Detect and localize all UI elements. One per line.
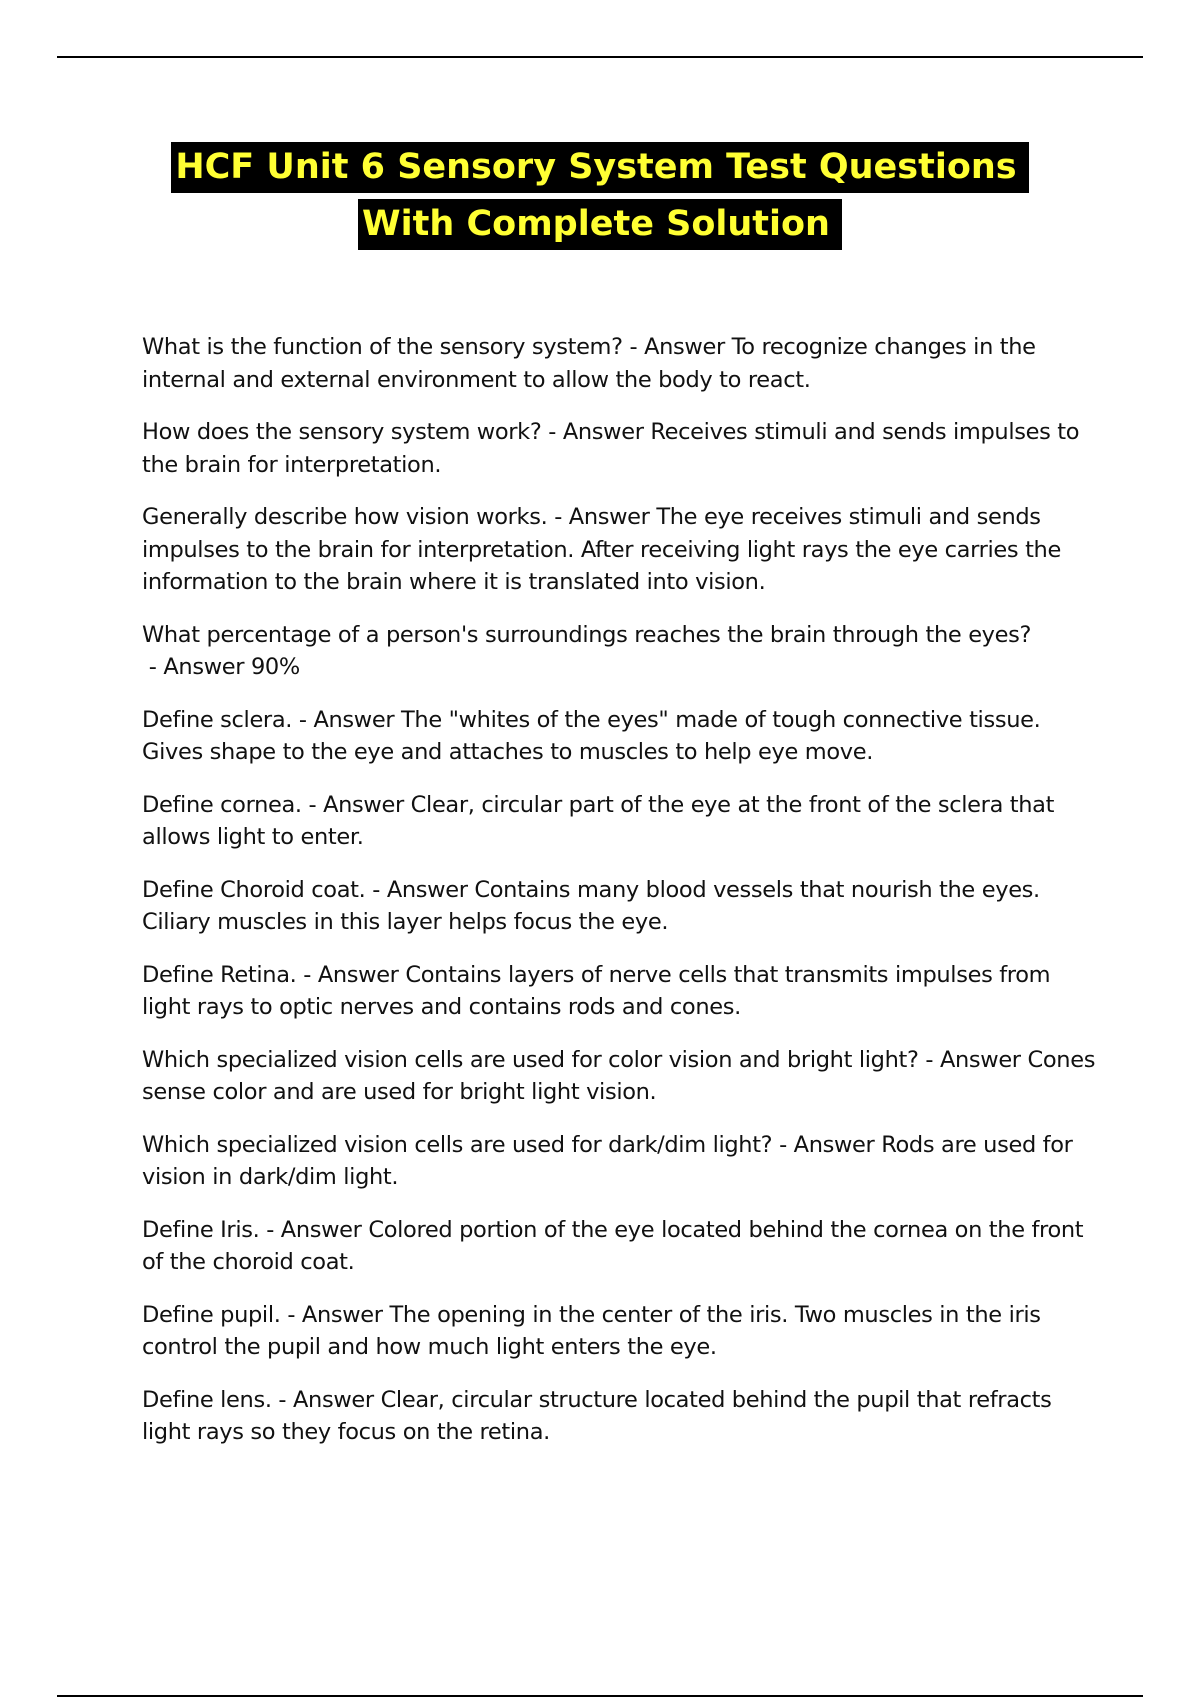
- qa-item: [142, 331, 1102, 396]
- answer-text: Answer Contains layers of nerve cells that transmits impulses from light rays to optic nerves and contains rods and cones.: [142, 961, 1051, 1020]
- qa-item: [142, 1044, 1102, 1109]
- answer-text: Answer Rods are used for vision in dark/dim light.: [142, 1131, 1073, 1190]
- qa-item: [142, 704, 1102, 769]
- question-text: Generally describe how vision works.: [142, 504, 548, 530]
- question-text: Define lens.: [142, 1386, 272, 1413]
- qa-separator: -: [918, 1046, 940, 1073]
- header-rule: [57, 56, 1143, 58]
- question-text: What percentage of a person's surroundings reaches the brain through the eyes?: [142, 621, 1032, 648]
- question-text: Define pupil.: [142, 1301, 281, 1328]
- document-title: [0, 142, 1200, 250]
- qa-item: [142, 1299, 1102, 1364]
- answer-text: Answer The eye receives stimuli and sends impulses to the brain for interpretation. After receiving light rays the eye carries the information to the brain where it is translated into vision.: [142, 504, 1061, 595]
- qa-item: [142, 789, 1102, 854]
- qa-separator: -: [259, 1216, 281, 1243]
- qa-separator: -: [365, 876, 387, 903]
- qa-separator: -: [301, 791, 324, 818]
- question-text: Which specialized vision cells are used for dark/dim light?: [142, 1131, 773, 1158]
- answer-text: Answer Colored portion of the eye located behind the cornea on the front of the choroid coat.: [142, 1216, 1084, 1275]
- qa-separator: -: [271, 1386, 293, 1413]
- question-text: Define Iris.: [142, 1216, 260, 1243]
- qa-item: [142, 1384, 1102, 1449]
- qa-separator: -: [142, 654, 164, 680]
- qa-separator: -: [547, 504, 569, 530]
- qa-item: [142, 1214, 1102, 1279]
- question-text: How does the sensory system work?: [142, 419, 542, 445]
- answer-text: Answer Cones sense color and are used for bright light vision.: [142, 1046, 1096, 1105]
- question-text: Define sclera.: [142, 706, 293, 733]
- answer-text: Answer Clear, circular part of the eye at the front of the sclera that allows light to enter.: [142, 791, 1055, 850]
- qa-separator: -: [280, 1301, 302, 1328]
- qa-separator: -: [622, 334, 645, 360]
- qa-list: [142, 331, 1102, 1469]
- answer-text: Answer The opening in the center of the iris. Two muscles in the iris control the pupil and how much light enters the eye.: [142, 1301, 1041, 1360]
- qa-item: [142, 1129, 1102, 1194]
- answer-text: Answer The "whites of the eyes" made of tough connective tissue. Gives shape to the eye and attaches to muscles to help eye move.: [142, 706, 1041, 765]
- question-text: Define Choroid coat.: [142, 876, 366, 903]
- qa-item: [142, 416, 1102, 481]
- qa-item: [142, 501, 1102, 599]
- qa-item: [142, 959, 1102, 1024]
- qa-separator: -: [292, 706, 314, 733]
- answer-text: Answer Clear, circular structure located behind the pupil that refracts light rays so they focus on the retina.: [142, 1386, 1052, 1445]
- title-line-2: With Complete Solution: [358, 199, 842, 250]
- qa-item: [142, 874, 1102, 939]
- qa-item: [142, 619, 1102, 684]
- title-line-1: HCF Unit 6 Sensory System Test Questions: [171, 142, 1028, 193]
- question-text: Define cornea.: [142, 791, 302, 818]
- qa-separator: -: [772, 1131, 794, 1158]
- answer-text: Answer Contains many blood vessels that nourish the eyes. Ciliary muscles in this layer helps focus the eye.: [142, 876, 1040, 935]
- question-text: Which specialized vision cells are used for color vision and bright light?: [142, 1046, 919, 1073]
- question-text: What is the function of the sensory system?: [142, 334, 623, 360]
- footer-rule: [57, 1695, 1143, 1697]
- qa-separator: -: [296, 961, 318, 988]
- answer-text: Answer 90%: [163, 654, 300, 680]
- answer-text: Answer To recognize changes in the internal and external environment to allow the body to react.: [142, 334, 1036, 393]
- answer-text: Answer Receives stimuli and sends impulses to the brain for interpretation.: [142, 419, 1080, 478]
- qa-separator: -: [541, 419, 563, 445]
- question-text: Define Retina.: [142, 961, 297, 988]
